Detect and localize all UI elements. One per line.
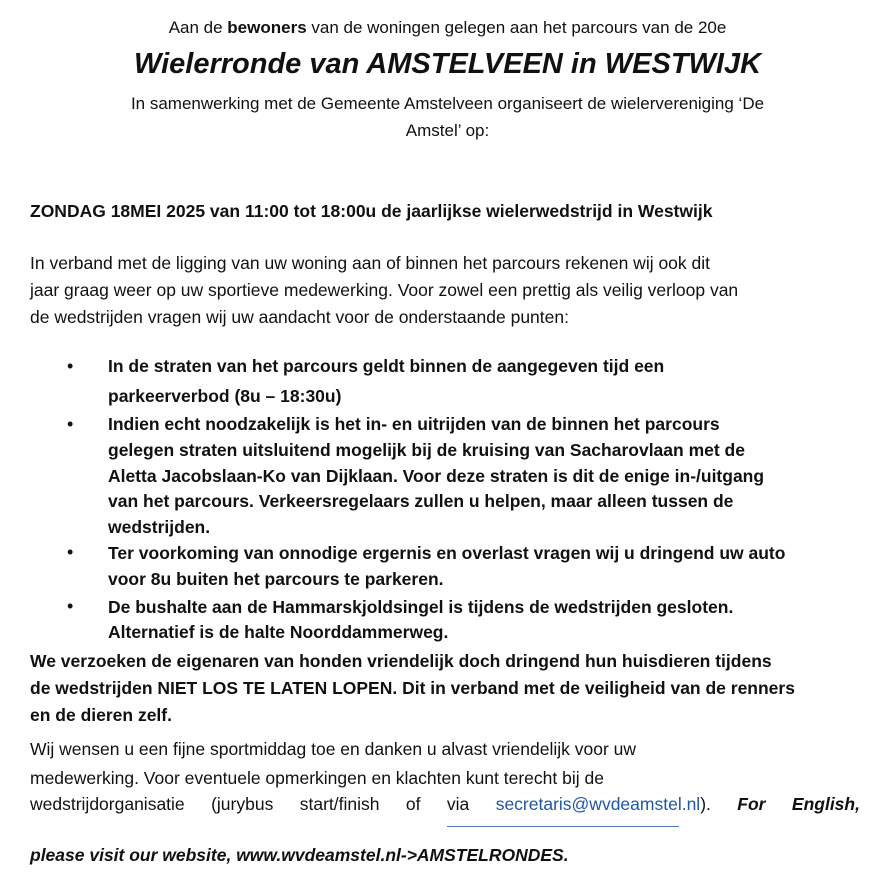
paragraph-line: In verband met de ligging van uw woning aan of binnen het parcours rekenen wij ook dit [30, 253, 711, 273]
bullet-text: parkeerverbod (8u – 18:30u) [108, 386, 342, 406]
closing-line-justified [30, 794, 860, 815]
bullet-text: voor 8u buiten het parcours te parkeren. [108, 569, 444, 589]
closing-word: of [405, 794, 421, 814]
event-date-line: ZONDAG 18MEI 2025 van 11:00 tot 18:00u de jaarlijkse wielerwedstrijd in Westwijk [30, 201, 713, 221]
intro-line: In samenwerking met de Gemeente Amstelveen organiseert de wielervereniging ‘De [130, 94, 765, 113]
bullet-icon: • [67, 356, 74, 376]
closing-word: wedstrijdorganisatie [30, 794, 185, 814]
email-link[interactable]: secretaris@wvdeamstel.nl [495, 794, 701, 814]
bullet-text: gelegen straten uitsluitend mogelijk bij de kruising van Sacharovlaan met de [108, 440, 745, 460]
closing-word: (jurybus [211, 794, 274, 814]
bullet-icon: • [67, 414, 74, 434]
header-bold-word: bewoners [227, 18, 307, 37]
header-text: van de woningen gelegen aan het parcours van de 20e [306, 18, 727, 37]
bullet-text: van het parcours. Verkeersregelaars zullen u helpen, maar alleen tussen de [108, 491, 734, 511]
bullet-text: Indien echt noodzakelijk is het in- en uitrijden van de binnen het parcours [108, 414, 720, 434]
dogs-notice-line: de wedstrijden NIET LOS TE LATEN LOPEN. Dit in verband met de veiligheid van de renners [30, 678, 795, 698]
bullet-icon: • [67, 596, 74, 616]
closing-line: Wij wensen u een fijne sportmiddag toe en danken u alvast vriendelijk voor uw [30, 739, 637, 759]
bullet-icon: • [67, 542, 74, 562]
closing-word: via [446, 794, 470, 814]
closing-line: medewerking. Voor eventuele opmerkingen en klachten kunt terecht bij de [30, 768, 604, 788]
page-title: Wielerronde van AMSTELVEEN in WESTWIJK [133, 48, 762, 80]
english-word: English, [791, 794, 860, 814]
header-text: Aan de [168, 18, 228, 37]
intro-line: Amstel’ op: [405, 121, 490, 140]
bullet-text: De bushalte aan de Hammarskjoldsingel is tijdens de wedstrijden gesloten. [108, 597, 734, 617]
bullet-text: Alternatief is de halte Noorddammerweg. [108, 622, 449, 642]
bullet-text: wedstrijden. [108, 517, 211, 537]
bullet-text: Ter voorkoming van onnodige ergernis en overlast vragen wij u dringend uw auto [108, 543, 786, 563]
bullet-text: In de straten van het parcours geldt binnen de aangegeven tijd een [108, 356, 665, 376]
english-word: For [737, 794, 766, 814]
website-line: please visit our website, www.wvdeamstel.nl->AMSTELRONDES. [30, 845, 569, 865]
closing-word: start/finish [299, 794, 380, 814]
bullet-text: Aletta Jacobslaan-Ko van Dijklaan. Voor deze straten is dit de enige in-/uitgang [108, 466, 765, 486]
email-group [496, 794, 711, 815]
dogs-notice-line: We verzoeken de eigenaren van honden vriendelijk doch dringend hun huisdieren tijdens [30, 651, 772, 671]
closing-word: ). [700, 794, 711, 814]
header-line [0, 18, 895, 38]
paragraph-line: de wedstrijden vragen wij uw aandacht voor de onderstaande punten: [30, 307, 569, 327]
dogs-notice-line: en de dieren zelf. [30, 705, 172, 725]
paragraph-line: jaar graag weer op uw sportieve medewerking. Voor zowel een prettig als veilig verloop van [30, 280, 739, 300]
email-underline [447, 826, 679, 827]
